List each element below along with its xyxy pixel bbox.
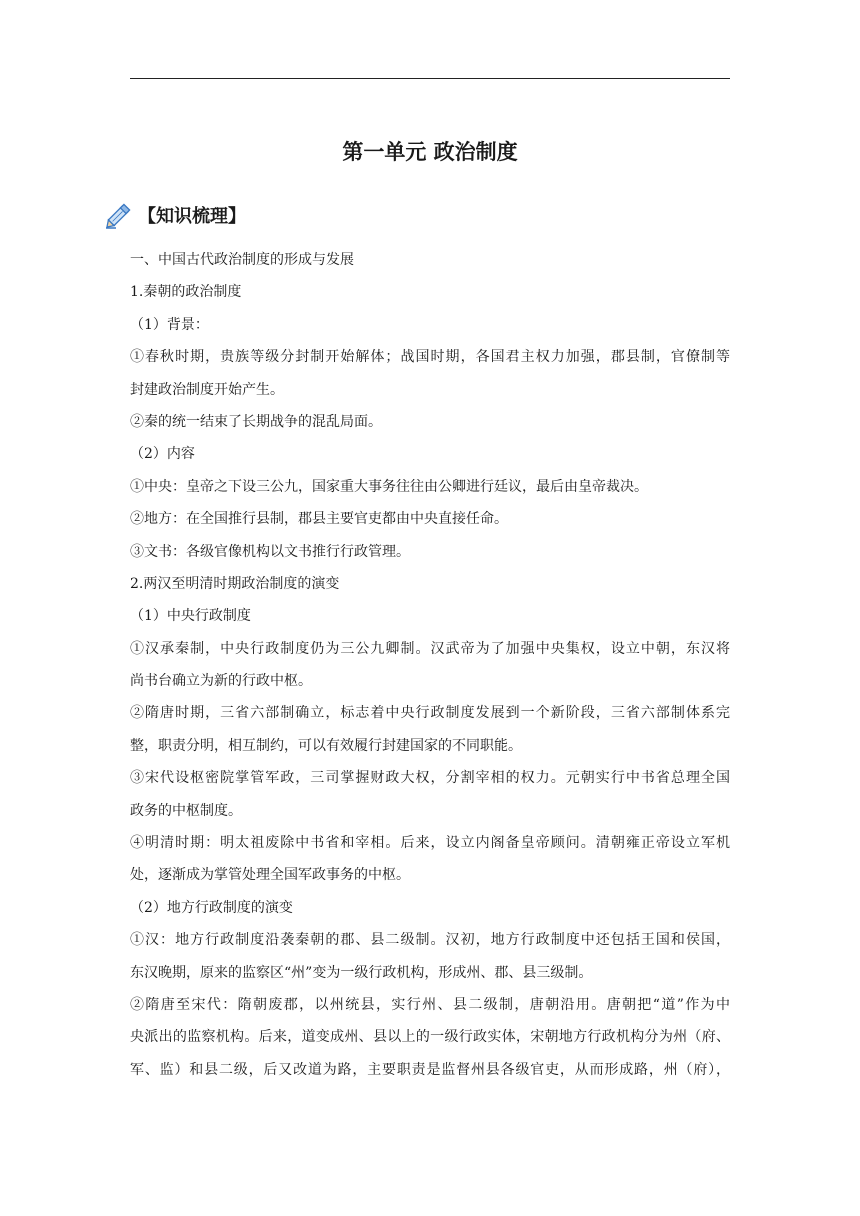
text-line: ④明清时期：明太祖废除中书省和宰相。后来，设立内阁备皇帝顾问。清朝雍正帝设立军机 bbox=[130, 835, 730, 852]
text-line: ③宋代设枢密院掌管军政，三司掌握财政大权，分割宰相的权力。元朝实行中书省总理全国 bbox=[130, 770, 730, 787]
text-line: ①汉：地方行政制度沿袭秦朝的郡、县二级制。汉初，地方行政制度中还包括王国和侯国， bbox=[130, 932, 730, 949]
text-line: 2.两汉至明清时期政治制度的演变 bbox=[130, 575, 340, 592]
document-body bbox=[130, 244, 730, 1086]
section-heading-text: 【知识梳理】 bbox=[138, 206, 246, 227]
text-line: （2）内容 bbox=[130, 446, 195, 463]
text-line: ②隋唐时期，三省六部制确立，标志着中央行政制度发展到一个新阶段，三省六部制体系完 bbox=[130, 705, 730, 722]
text-line: 整，职责分明，相互制约，可以有效履行封建国家的不同职能。 bbox=[130, 737, 522, 754]
header-rule bbox=[130, 78, 730, 79]
text-line: 东汉晚期，原来的监察区“州”变为一级行政机构，形成州、郡、县三级制。 bbox=[130, 964, 593, 981]
text-line: 央派出的监察机构。后来，道变成州、县以上的一级行政实体，宋朝地方行政机构分为州（府、 bbox=[130, 1029, 730, 1046]
text-line: 尚书台确立为新的行政中枢。 bbox=[130, 673, 312, 690]
text-line: ①春秋时期，贵族等级分封制开始解体；战国时期，各国君主权力加强，郡县制，官僚制等 bbox=[130, 349, 730, 366]
pencil-icon bbox=[102, 199, 136, 231]
text-line: 政务的中枢制度。 bbox=[130, 802, 242, 819]
text-line: ②秦的统一结束了长期战争的混乱局面。 bbox=[130, 413, 382, 430]
text-line: 军、监）和县二级，后又改道为路，主要职责是监督州县各级官吏，从而形成路，州（府）， bbox=[130, 1061, 730, 1078]
section-heading bbox=[102, 198, 246, 232]
text-line: 1.秦朝的政治制度 bbox=[130, 284, 242, 301]
text-line: ②隋唐至宋代：隋朝废郡，以州统县，实行州、县二级制，唐朝沿用。唐朝把“道”作为中 bbox=[130, 996, 730, 1013]
text-line: ①汉承秦制，中央行政制度仍为三公九卿制。汉武帝为了加强中央集权，设立中朝，东汉将 bbox=[130, 640, 730, 657]
text-line: 一、中国古代政治制度的形成与发展 bbox=[130, 252, 354, 268]
text-line: （1）背景： bbox=[130, 316, 209, 333]
text-line: （1）中央行政制度 bbox=[130, 608, 251, 625]
text-line: ③文书：各级官像机构以文书推行行政管理。 bbox=[130, 543, 410, 560]
text-line: 处，逐渐成为掌管处理全国军政事务的中枢。 bbox=[130, 867, 410, 884]
page-title: 第一单元 政治制度 bbox=[342, 140, 518, 164]
text-line: ②地方：在全国推行县制，郡县主要官吏都由中央直接任命。 bbox=[130, 511, 508, 528]
text-line: 封建政治制度开始产生。 bbox=[130, 381, 284, 398]
text-line: ①中央：皇帝之下设三公九，国家重大事务往往由公卿进行廷议，最后由皇帝裁决。 bbox=[130, 478, 648, 495]
text-line: （2）地方行政制度的演变 bbox=[130, 899, 293, 916]
